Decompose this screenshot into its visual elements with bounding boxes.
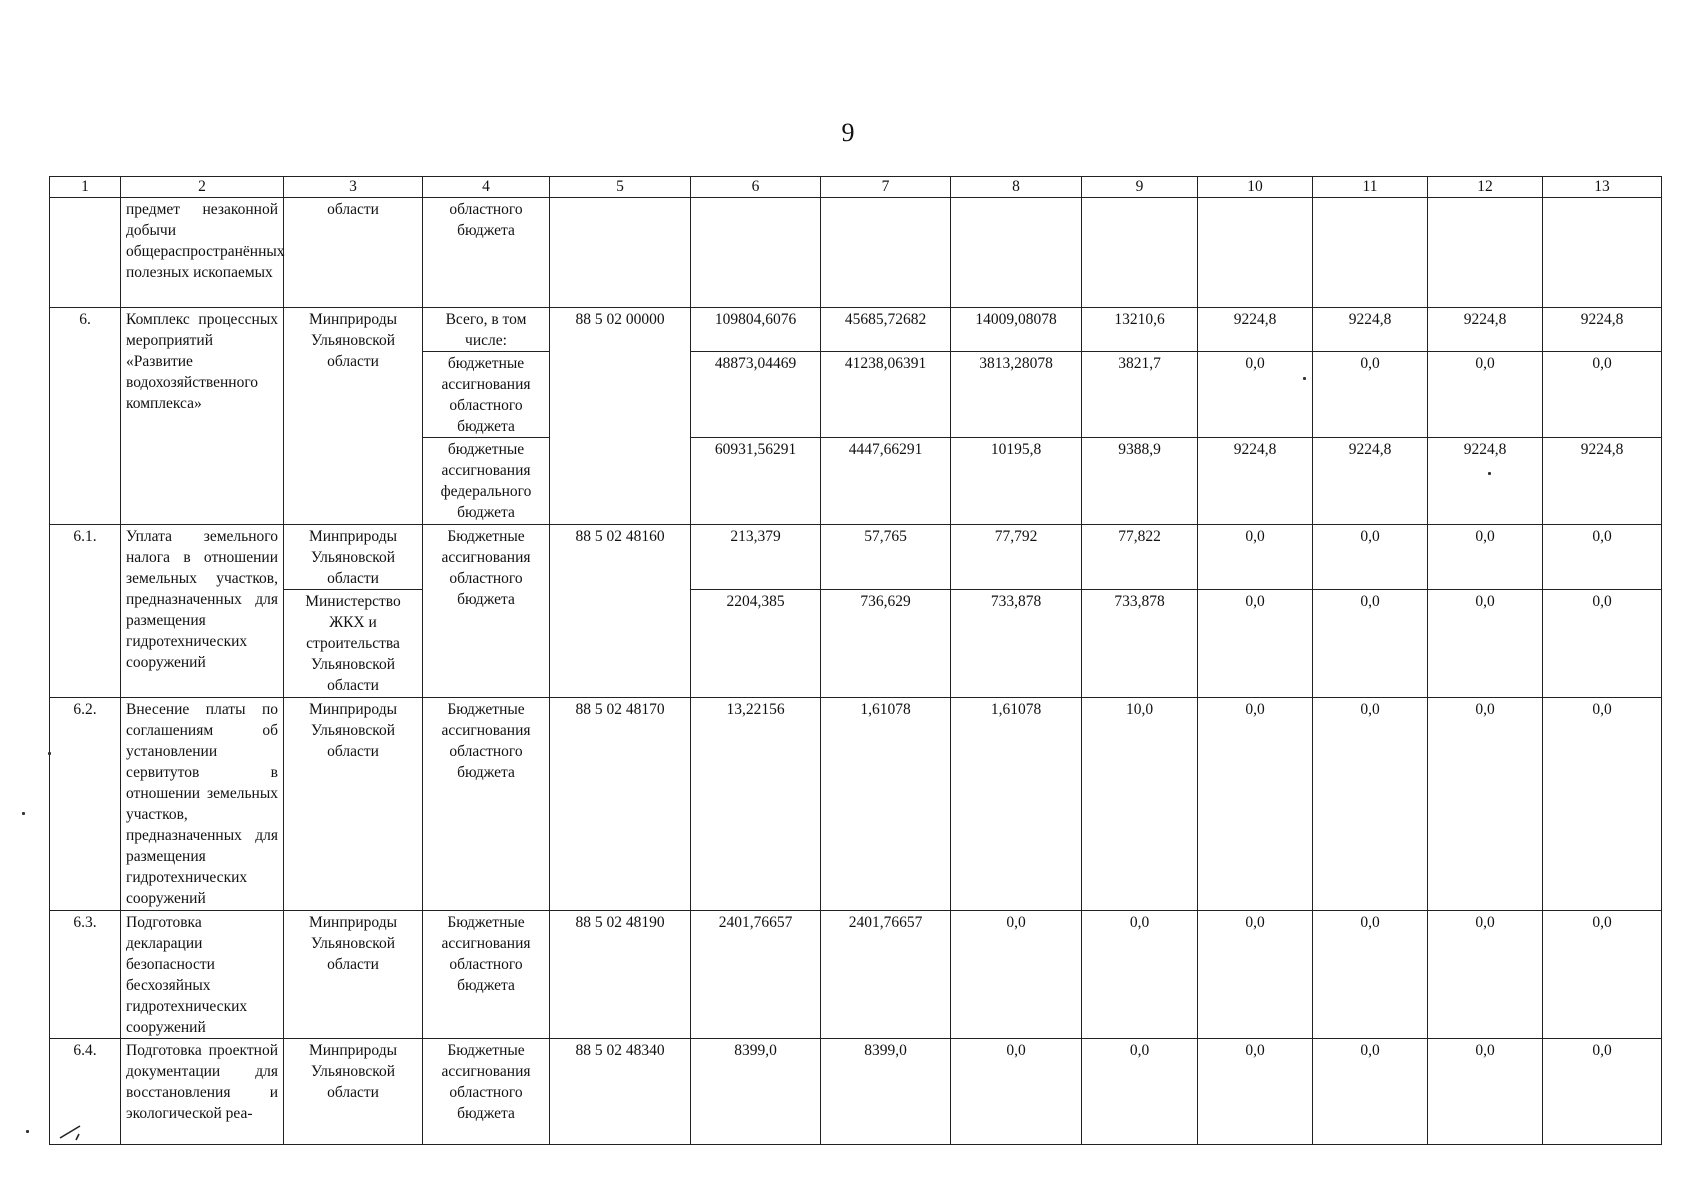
value-cell: 0,0 bbox=[951, 911, 1082, 1039]
funding-source: Бюджетные ассигнования областного бюджета bbox=[423, 525, 550, 698]
scan-speck bbox=[1303, 377, 1306, 380]
scan-speck bbox=[48, 752, 51, 755]
measure-name: Комплекс процессных мероприятий «Развитие водохозяйственного комплекса» bbox=[121, 308, 284, 525]
value-cell: 0,0 bbox=[1198, 352, 1313, 438]
value-cell: 0,0 bbox=[1428, 352, 1543, 438]
value-cell: 9388,9 bbox=[1082, 438, 1198, 525]
row-number: 6. bbox=[50, 308, 121, 525]
scan-speck bbox=[22, 812, 25, 815]
measure-name: Подготовка декларации безопасности бесхозяйных гидротехнических сооружений bbox=[121, 911, 284, 1039]
value-cell: 0,0 bbox=[1428, 698, 1543, 911]
col-header: 4 bbox=[423, 177, 550, 198]
col-header: 10 bbox=[1198, 177, 1313, 198]
col-header: 12 bbox=[1428, 177, 1543, 198]
budget-code: 88 5 02 00000 bbox=[550, 308, 691, 525]
funding-source: бюджетные ассигнования федерального бюджета bbox=[423, 438, 550, 525]
row-number bbox=[50, 198, 121, 308]
col-header: 13 bbox=[1543, 177, 1662, 198]
scan-speck bbox=[26, 1130, 29, 1133]
value-cell: 8399,0 bbox=[691, 1039, 821, 1145]
value-cell: 41238,06391 bbox=[821, 352, 951, 438]
table-row bbox=[50, 590, 1662, 698]
value-cell: 0,0 bbox=[1543, 911, 1662, 1039]
measure-name: предмет незаконной добычи общераспространённых полезных ископаемых bbox=[121, 198, 284, 308]
value-cell: 0,0 bbox=[1313, 590, 1428, 698]
value-cell: 0,0 bbox=[1313, 525, 1428, 590]
funding-source: Всего, в том числе: bbox=[423, 308, 550, 352]
value-cell: 9224,8 bbox=[1543, 438, 1662, 525]
table-row bbox=[50, 198, 1662, 308]
budget-code: 88 5 02 48170 bbox=[550, 698, 691, 911]
funding-source: Бюджетные ассигнования областного бюджета bbox=[423, 911, 550, 1039]
value-cell: 2401,76657 bbox=[691, 911, 821, 1039]
value-cell: 45685,72682 bbox=[821, 308, 951, 352]
col-header: 8 bbox=[951, 177, 1082, 198]
responsible-org: Минприроды Ульяновской области bbox=[284, 911, 423, 1039]
row-number: 6.1. bbox=[50, 525, 121, 698]
budget-table bbox=[49, 176, 1662, 1145]
value-cell: 0,0 bbox=[1428, 590, 1543, 698]
measure-name: Внесение платы по соглашениям об установлении сервитутов в отношении земельных участков, предназначенных для размещения гидротехнических сооружений bbox=[121, 698, 284, 911]
row-number: 6.4. bbox=[50, 1039, 121, 1145]
scan-speck bbox=[1488, 472, 1491, 475]
responsible-org: Минприроды Ульяновской области bbox=[284, 525, 423, 590]
funding-source: Бюджетные ассигнования областного бюджета bbox=[423, 698, 550, 911]
responsible-org: области bbox=[284, 198, 423, 308]
value-cell: 77,822 bbox=[1082, 525, 1198, 590]
value-cell: 9224,8 bbox=[1428, 308, 1543, 352]
value-cell: 0,0 bbox=[1543, 352, 1662, 438]
col-header: 6 bbox=[691, 177, 821, 198]
value-cell: 0,0 bbox=[1543, 525, 1662, 590]
responsible-org: Министерство ЖКХ и строительства Ульяновской области bbox=[284, 590, 423, 698]
value-cell: 13,22156 bbox=[691, 698, 821, 911]
pen-mark bbox=[58, 1120, 88, 1142]
value-cell: 0,0 bbox=[1313, 911, 1428, 1039]
value-cell: 9224,8 bbox=[1313, 438, 1428, 525]
funding-source: Бюджетные ассигнования областного бюджета bbox=[423, 1039, 550, 1145]
page-number: 9 bbox=[841, 118, 855, 147]
value-cell: 0,0 bbox=[1428, 525, 1543, 590]
col-header: 11 bbox=[1313, 177, 1428, 198]
value-cell: 60931,56291 bbox=[691, 438, 821, 525]
value-cell: 0,0 bbox=[951, 1039, 1082, 1145]
value-cell: 10,0 bbox=[1082, 698, 1198, 911]
value-cell: 0,0 bbox=[1082, 911, 1198, 1039]
col-header: 1 bbox=[50, 177, 121, 198]
table-row bbox=[50, 911, 1662, 1039]
measure-name: Подготовка проектной документации для восстановления и экологической реа- bbox=[121, 1039, 284, 1145]
value-cell: 4447,66291 bbox=[821, 438, 951, 525]
value-cell: 9224,8 bbox=[1198, 308, 1313, 352]
row-number: 6.2. bbox=[50, 698, 121, 911]
table-row bbox=[50, 698, 1662, 911]
value-cell: 48873,04469 bbox=[691, 352, 821, 438]
value-cell: 0,0 bbox=[1198, 590, 1313, 698]
responsible-org: Минприроды Ульяновской области bbox=[284, 698, 423, 911]
responsible-org: Минприроды Ульяновской области bbox=[284, 308, 423, 525]
col-header: 7 bbox=[821, 177, 951, 198]
row-number: 6.3. bbox=[50, 911, 121, 1039]
value-cell: 1,61078 bbox=[951, 698, 1082, 911]
value-cell: 0,0 bbox=[1082, 1039, 1198, 1145]
value-cell: 733,878 bbox=[1082, 590, 1198, 698]
funding-source: бюджетные ассигнования областного бюджета bbox=[423, 352, 550, 438]
value-cell: 0,0 bbox=[1313, 352, 1428, 438]
value-cell: 77,792 bbox=[951, 525, 1082, 590]
value-cell: 57,765 bbox=[821, 525, 951, 590]
value-cell: 9224,8 bbox=[1313, 308, 1428, 352]
table-row bbox=[50, 308, 1662, 352]
table-row bbox=[50, 525, 1662, 590]
value-cell: 2204,385 bbox=[691, 590, 821, 698]
value-cell: 0,0 bbox=[1198, 1039, 1313, 1145]
value-cell: 0,0 bbox=[1198, 698, 1313, 911]
value-cell: 736,629 bbox=[821, 590, 951, 698]
value-cell: 9224,8 bbox=[1543, 308, 1662, 352]
value-cell: 2401,76657 bbox=[821, 911, 951, 1039]
value-cell: 0,0 bbox=[1428, 1039, 1543, 1145]
value-cell: 10195,8 bbox=[951, 438, 1082, 525]
measure-name: Уплата земельного налога в отношении земельных участков, предназначенных для размещения гидротехнических сооружений bbox=[121, 525, 284, 698]
value-cell: 109804,6076 bbox=[691, 308, 821, 352]
col-header: 9 bbox=[1082, 177, 1198, 198]
value-cell: 733,878 bbox=[951, 590, 1082, 698]
value-cell: 3813,28078 bbox=[951, 352, 1082, 438]
value-cell: 1,61078 bbox=[821, 698, 951, 911]
value-cell: 0,0 bbox=[1198, 911, 1313, 1039]
value-cell: 0,0 bbox=[1428, 911, 1543, 1039]
budget-code: 88 5 02 48340 bbox=[550, 1039, 691, 1145]
value-cell: 213,379 bbox=[691, 525, 821, 590]
value-cell: 8399,0 bbox=[821, 1039, 951, 1145]
value-cell: 0,0 bbox=[1313, 1039, 1428, 1145]
value-cell: 0,0 bbox=[1543, 698, 1662, 911]
funding-source: областного бюджета bbox=[423, 198, 550, 308]
budget-code: 88 5 02 48190 bbox=[550, 911, 691, 1039]
budget-code: 88 5 02 48160 bbox=[550, 525, 691, 698]
value-cell: 0,0 bbox=[1543, 590, 1662, 698]
value-cell: 0,0 bbox=[1543, 1039, 1662, 1145]
table-row bbox=[50, 1039, 1662, 1145]
value-cell: 3821,7 bbox=[1082, 352, 1198, 438]
col-header: 3 bbox=[284, 177, 423, 198]
value-cell: 0,0 bbox=[1313, 698, 1428, 911]
value-cell: 13210,6 bbox=[1082, 308, 1198, 352]
value-cell: 9224,8 bbox=[1428, 438, 1543, 525]
header-row bbox=[50, 177, 1662, 198]
value-cell: 14009,08078 bbox=[951, 308, 1082, 352]
col-header: 5 bbox=[550, 177, 691, 198]
value-cell: 9224,8 bbox=[1198, 438, 1313, 525]
value-cell: 0,0 bbox=[1198, 525, 1313, 590]
col-header: 2 bbox=[121, 177, 284, 198]
responsible-org: Минприроды Ульяновской области bbox=[284, 1039, 423, 1145]
